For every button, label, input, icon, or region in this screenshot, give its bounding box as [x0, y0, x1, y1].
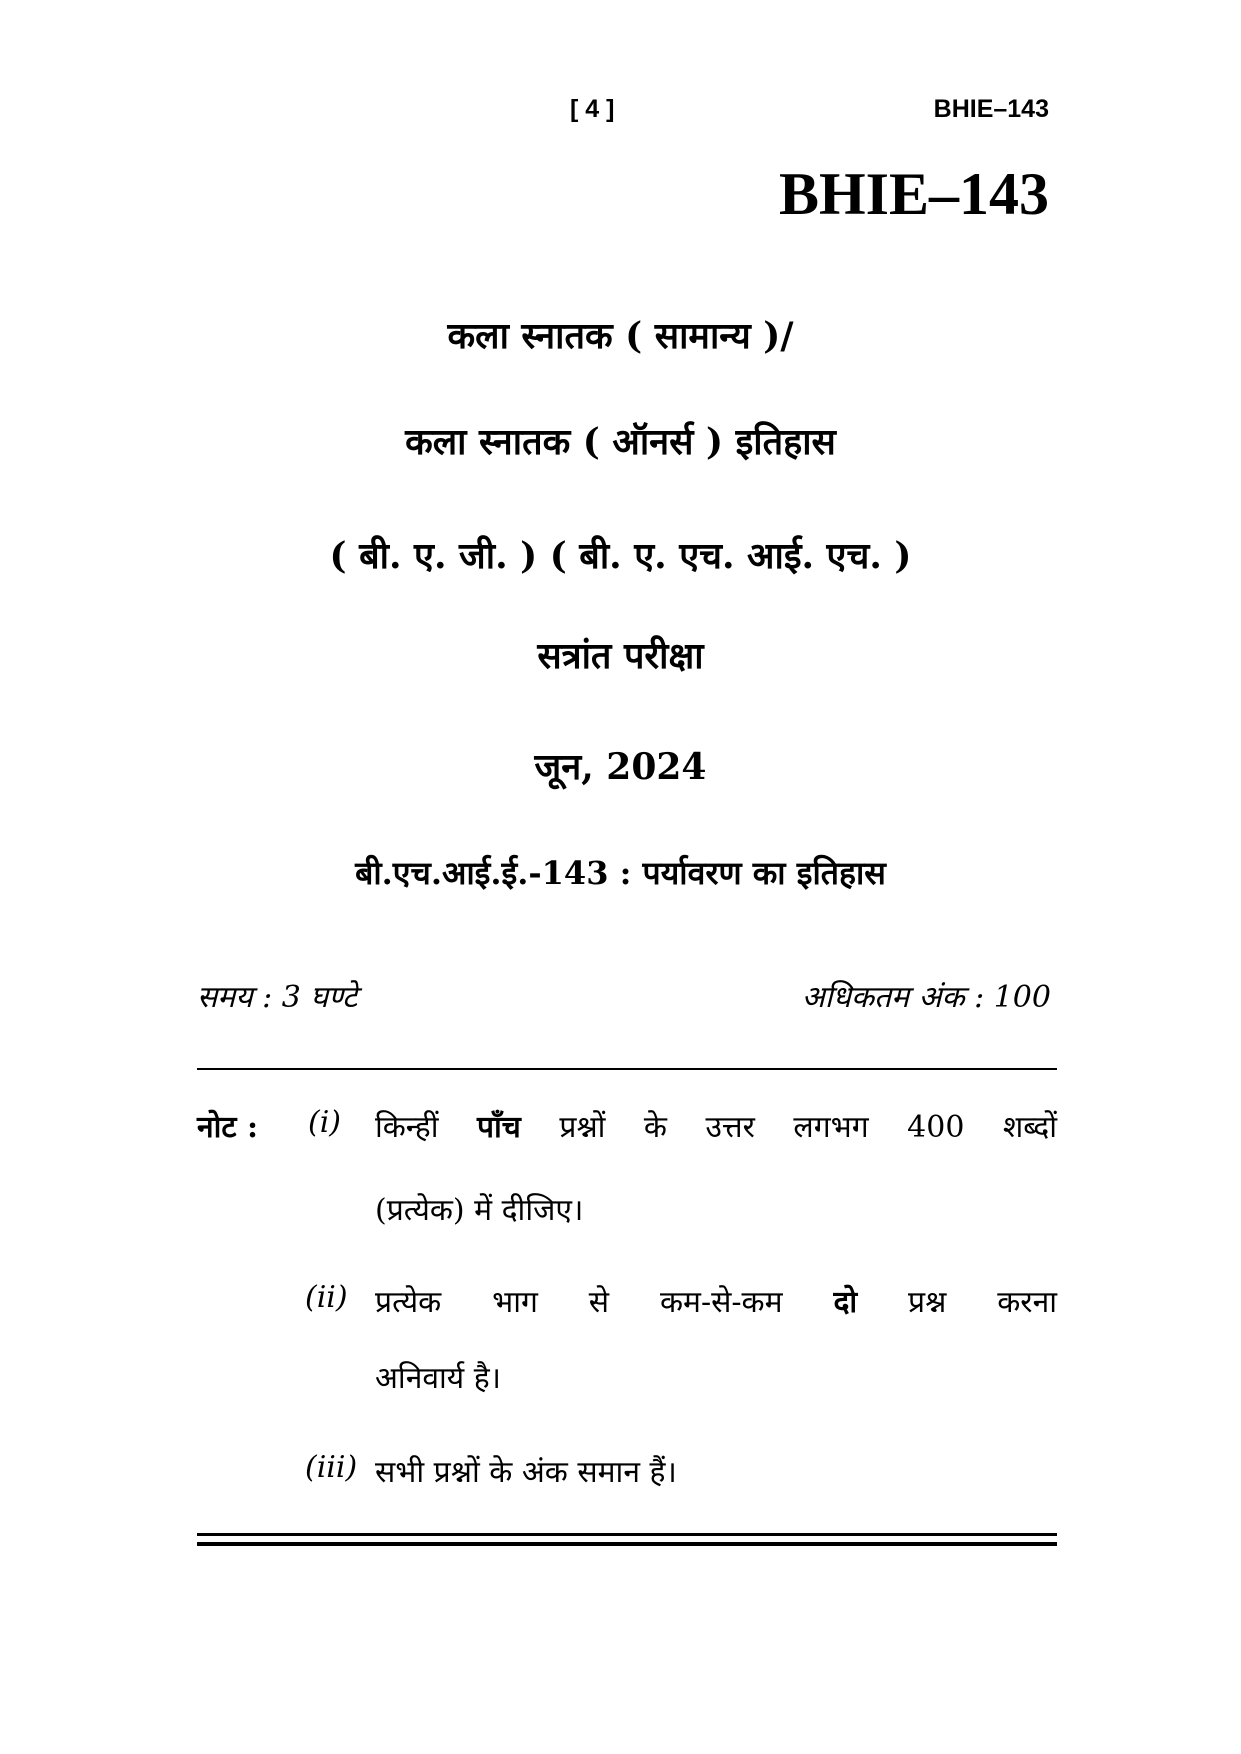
exam-name: सत्रांत परीक्षा — [537, 635, 704, 677]
double-rule-bottom — [197, 1542, 1057, 1546]
page-number: [ 4 ] — [570, 95, 615, 123]
note-item-number: (iii) — [305, 1450, 358, 1485]
course-code-title: BHIE–143 — [778, 161, 1049, 227]
note-label: नोट : — [197, 1110, 259, 1145]
header-course-code: BHIE–143 — [933, 95, 1049, 123]
programme-title-1: कला स्नातक ( सामान्य )/ — [447, 315, 794, 357]
note-item-text: सभी प्रश्नों के अंक समान हैं। — [375, 1455, 677, 1490]
note-item-number: (ii) — [305, 1280, 348, 1315]
maximum-marks: अधिकतम अंक : 100 — [801, 980, 1051, 1015]
note-item-text: किन्हीं पाँच प्रश्नों के उत्तर लगभग 400 शब्दों — [375, 1110, 1057, 1145]
programme-codes: ( बी. ए. जी. ) ( बी. ए. एच. आई. एच. ) — [329, 535, 912, 577]
note-item-continuation: (प्रत्येक) में दीजिए। — [375, 1193, 584, 1228]
note-item-text: प्रत्येक भाग से कम-से-कम दो प्रश्न करना — [375, 1285, 1057, 1320]
double-rule-top — [197, 1533, 1057, 1536]
divider — [197, 1068, 1057, 1070]
time-allowed: समय : 3 घण्टे — [197, 980, 358, 1015]
course-title: बी.एच.आई.ई.-143 : पर्यावरण का इतिहास — [355, 854, 886, 892]
note-item-continuation: अनिवार्य है। — [375, 1361, 502, 1396]
programme-title-2: कला स्नातक ( ऑनर्स ) इतिहास — [405, 421, 836, 463]
exam-date: जून, 2024 — [534, 746, 707, 788]
note-item-number: (i) — [308, 1105, 342, 1140]
